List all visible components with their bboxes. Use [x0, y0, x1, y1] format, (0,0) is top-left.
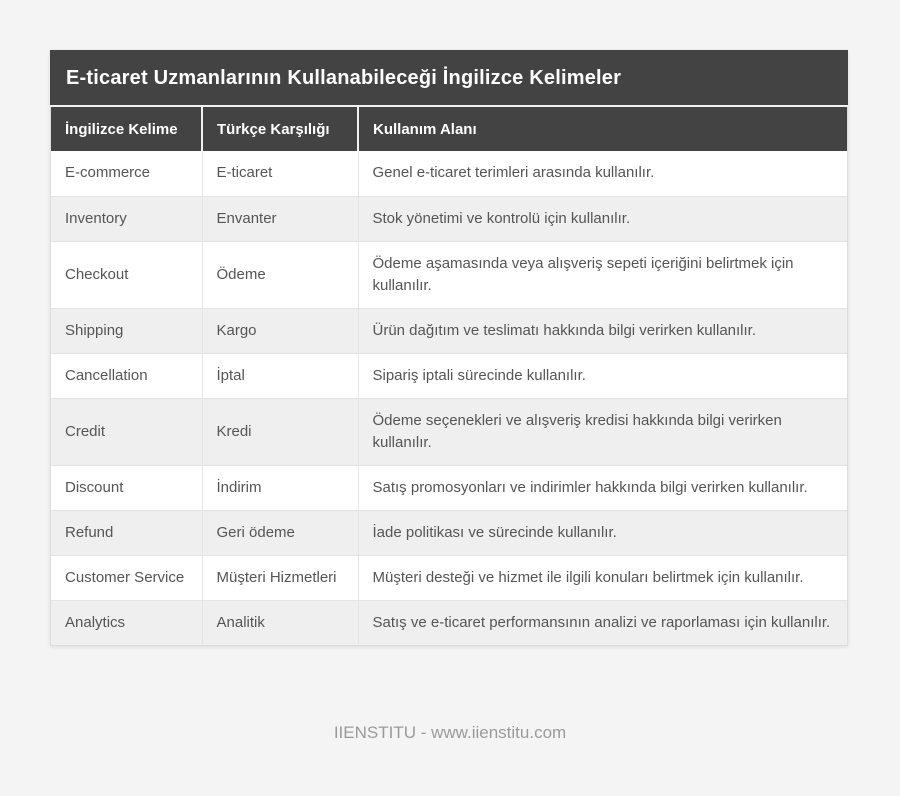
cell-word: Discount	[51, 465, 202, 510]
vocabulary-table	[51, 107, 847, 645]
table-row	[51, 308, 847, 353]
cell-usage: İade politikası ve sürecinde kullanılır.	[358, 510, 847, 555]
cell-usage: Ödeme aşamasında veya alışveriş sepeti içeriğini belirtmek için kullanılır.	[358, 241, 847, 308]
cell-translation: Geri ödeme	[202, 510, 358, 555]
column-header-english-word: İngilizce Kelime	[51, 107, 202, 151]
table-row	[51, 600, 847, 645]
cell-usage: Müşteri desteği ve hizmet ile ilgili konuları belirtmek için kullanılır.	[358, 555, 847, 600]
column-header-turkish-translation: Türkçe Karşılığı	[202, 107, 358, 151]
cell-usage: Ürün dağıtım ve teslimatı hakkında bilgi verirken kullanılır.	[358, 308, 847, 353]
table-row	[51, 510, 847, 555]
cell-translation: Ödeme	[202, 241, 358, 308]
cell-translation: Analitik	[202, 600, 358, 645]
cell-usage: Satış ve e-ticaret performansının analizi ve raporlaması için kullanılır.	[358, 600, 847, 645]
page-title: E-ticaret Uzmanlarının Kullanabileceği İngilizce Kelimeler	[50, 50, 848, 107]
cell-translation: E-ticaret	[202, 151, 358, 196]
cell-word: Analytics	[51, 600, 202, 645]
table-container	[50, 107, 848, 646]
table-row	[51, 241, 847, 308]
cell-translation: Müşteri Hizmetleri	[202, 555, 358, 600]
cell-translation: Kargo	[202, 308, 358, 353]
cell-word: Checkout	[51, 241, 202, 308]
table-header	[51, 107, 847, 151]
table-row	[51, 353, 847, 398]
table-row	[51, 196, 847, 241]
cell-usage: Ödeme seçenekleri ve alışveriş kredisi hakkında bilgi verirken kullanılır.	[358, 398, 847, 465]
cell-word: Credit	[51, 398, 202, 465]
cell-word: Inventory	[51, 196, 202, 241]
cell-word: Customer Service	[51, 555, 202, 600]
table-row	[51, 465, 847, 510]
cell-translation: Kredi	[202, 398, 358, 465]
table-row	[51, 555, 847, 600]
cell-translation: İndirim	[202, 465, 358, 510]
vocabulary-table-card	[50, 50, 848, 646]
cell-word: Cancellation	[51, 353, 202, 398]
cell-translation: Envanter	[202, 196, 358, 241]
cell-word: Shipping	[51, 308, 202, 353]
cell-usage: Sipariş iptali sürecinde kullanılır.	[358, 353, 847, 398]
cell-usage: Stok yönetimi ve kontrolü için kullanılır.	[358, 196, 847, 241]
column-header-usage-area: Kullanım Alanı	[358, 107, 847, 151]
cell-usage: Genel e-ticaret terimleri arasında kullanılır.	[358, 151, 847, 196]
table-row	[51, 151, 847, 196]
table-header-row	[51, 107, 847, 151]
footer-credit: IIENSTITU - www.iienstitu.com	[333, 723, 567, 742]
cell-usage: Satış promosyonları ve indirimler hakkında bilgi verirken kullanılır.	[358, 465, 847, 510]
cell-word: E-commerce	[65, 164, 151, 182]
table-body	[51, 151, 847, 645]
cell-word: Refund	[51, 510, 202, 555]
table-row	[51, 398, 847, 465]
cell-translation: İptal	[202, 353, 358, 398]
